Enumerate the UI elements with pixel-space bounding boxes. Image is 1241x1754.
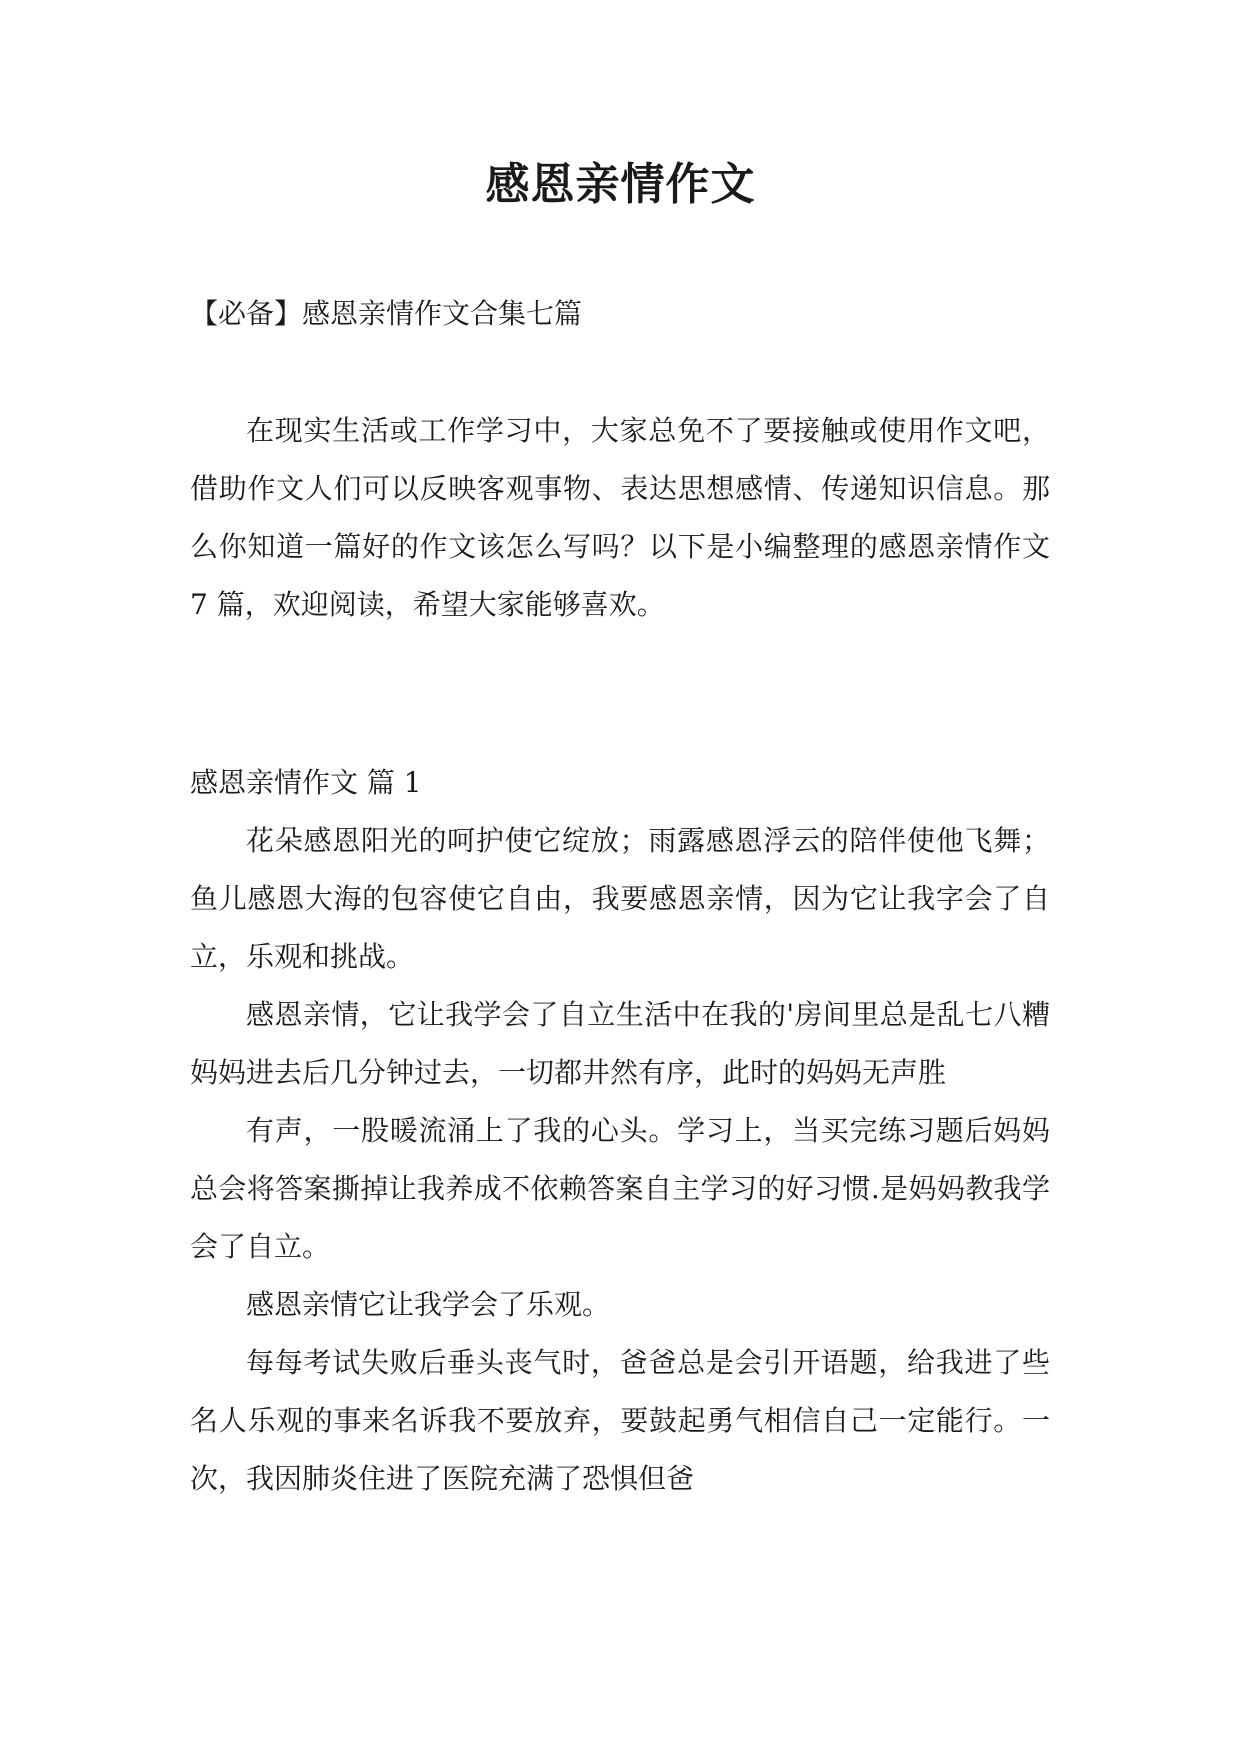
body-paragraph: 花朵感恩阳光的呵护使它绽放；雨露感恩浮云的陪伴使他飞舞；鱼儿感恩大海的包容使它自由，我要感恩亲情，因为它让我字会了自立，乐观和挑战。 [190, 824, 1050, 973]
body-paragraph: 感恩亲情，它让我学会了自立生活中在我的'房间里总是乱七八糟妈妈进去后几分钟过去，一切都井然有序，此时的妈妈无声胜 [190, 998, 1050, 1089]
document-subtitle: 【必备】感恩亲情作文合集七篇 [190, 297, 583, 330]
chapter-section [190, 754, 1050, 1508]
body-paragraph: 每每考试失败后垂头丧气时，爸爸总是会引开语题，给我进了些名人乐观的事来名诉我不要放弃，要鼓起勇气相信自己一定能行。一次，我因肺炎住进了医院充满了恐惧但爸 [190, 1346, 1050, 1495]
intro-paragraph: 在现实生活或工作学习中，大家总免不了要接触或使用作文吧，借助作文人们可以反映客观事物、表达思想感情、传递知识信息。那么你知道一篇好的作文该怎么写吗？以下是小编整理的感恩亲情作文 7 篇，欢迎阅读，希望大家能够喜欢。 [190, 414, 1050, 621]
body-paragraph: 感恩亲情它让我学会了乐观。 [246, 1288, 611, 1321]
chapter-heading: 感恩亲情作文 篇 1 [190, 766, 422, 799]
document-title: 感恩亲情作文 [485, 159, 756, 210]
body-paragraph: 有声，一股暖流涌上了我的心头。学习上，当买完练习题后妈妈总会将答案撕掉让我养成不依赖答案自主学习的好习惯.是妈妈教我学会了自立。 [190, 1114, 1050, 1263]
